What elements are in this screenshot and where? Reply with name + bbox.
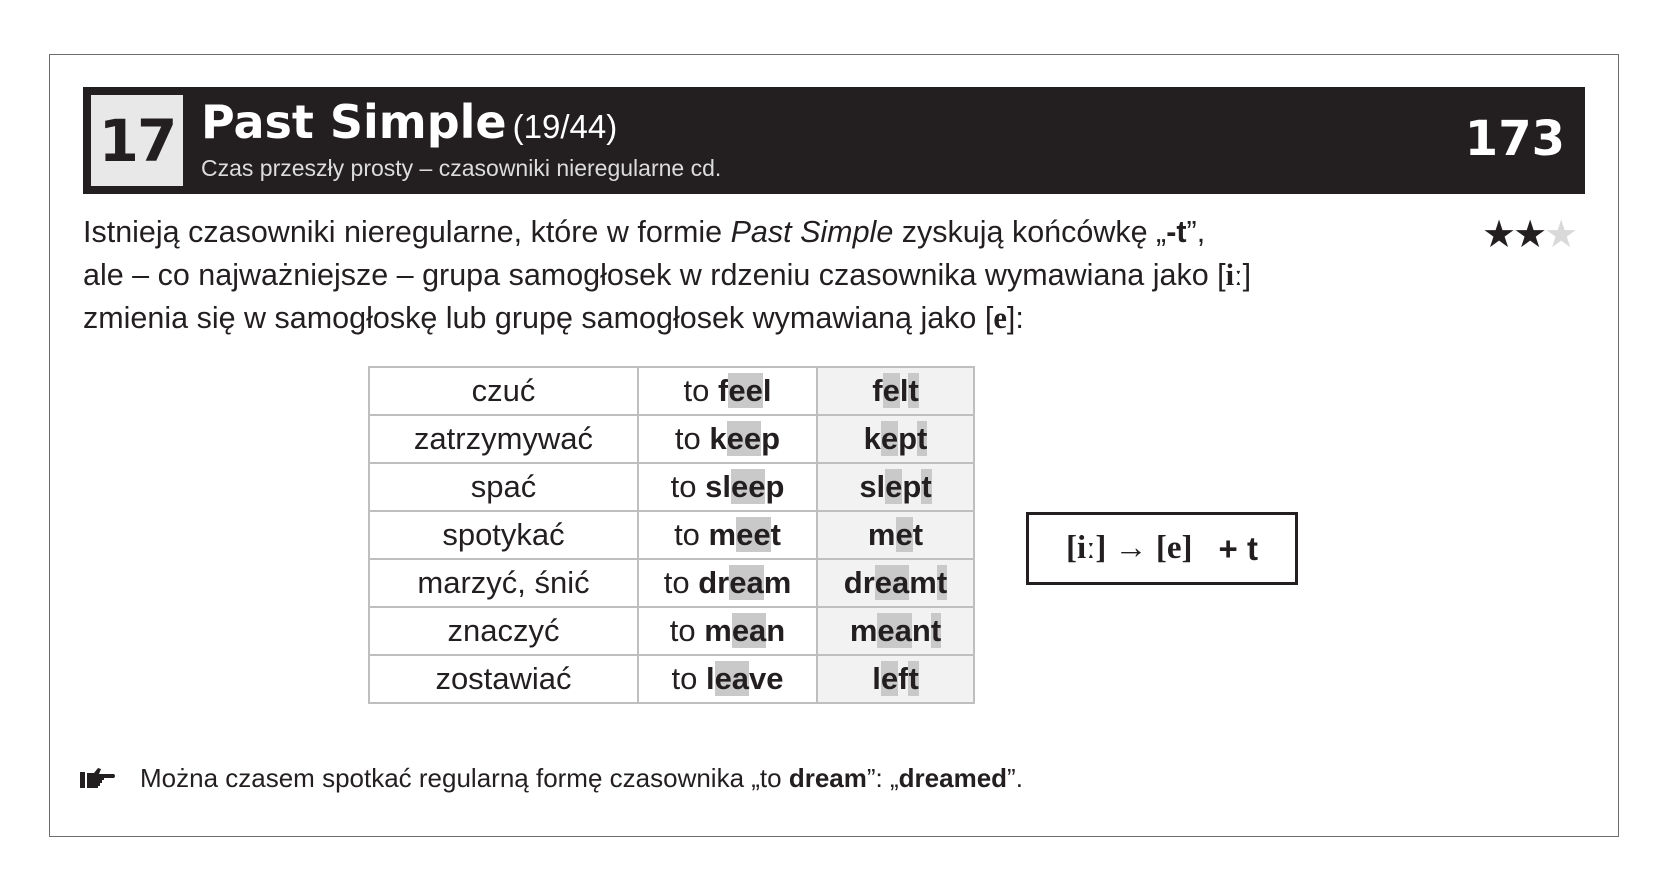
ipa-symbol: iː — [1225, 258, 1243, 292]
vowel-highlight: ea — [714, 661, 750, 696]
star-empty-icon: ★ — [1544, 212, 1576, 256]
polish-meaning-cell: zatrzymywać — [369, 415, 638, 463]
difficulty-rating — [1482, 212, 1576, 256]
vowel-highlight: ee — [730, 469, 766, 504]
past-form-word — [850, 613, 941, 648]
vowel-highlight: e — [880, 661, 899, 696]
word-part: l — [705, 661, 715, 696]
page-number: 173 — [1464, 111, 1565, 167]
suffix-highlight: t — [921, 469, 932, 504]
polish-meaning-cell: zostawiać — [369, 655, 638, 703]
rule-box — [1026, 512, 1298, 585]
note — [80, 763, 1023, 794]
infinitive-cell — [638, 511, 817, 559]
word-part: p — [765, 469, 785, 504]
word-part: k — [863, 421, 881, 456]
past-form-cell — [817, 511, 974, 559]
rule-ipa-from: [iː] — [1066, 530, 1107, 566]
word-part: l — [899, 373, 909, 408]
note-bold: dreamed — [898, 763, 1008, 793]
to-particle: to — [669, 613, 705, 648]
rule-ipa-to: [e] — [1155, 530, 1193, 566]
word-part: f — [718, 373, 729, 408]
note-text-part: Można czasem spotkać regularną formę czasownika „to — [140, 763, 789, 793]
past-form-word — [868, 517, 923, 552]
polish-meaning-cell: spotykać — [369, 511, 638, 559]
polish-meaning-cell: znaczyć — [369, 607, 638, 655]
infinitive-word — [671, 469, 785, 504]
word-part: sl — [705, 469, 731, 504]
vowel-highlight: ea — [877, 613, 912, 648]
note-bold: dream — [788, 763, 867, 793]
intro-text: ]: — [1006, 301, 1024, 335]
intro-text: zyskują końcówkę „ — [893, 215, 1167, 249]
past-form-cell — [817, 655, 974, 703]
vowel-highlight: ee — [728, 373, 763, 408]
unit-subtitle: Czas przeszły prosty – czasowniki nieregularne cd. — [201, 155, 722, 181]
ipa-symbol: e — [993, 301, 1007, 335]
word-part: f — [898, 661, 909, 696]
vowel-highlight: ea — [731, 613, 767, 648]
infinitive-cell — [638, 655, 817, 703]
vowel-highlight: e — [895, 517, 913, 552]
unit-title: Past Simple — [201, 95, 507, 149]
past-form-word — [844, 565, 947, 600]
intro-text: zmienia się w samogłoskę lub grupę samogłosek wymawianą jako [ — [83, 301, 994, 335]
past-form-cell — [817, 367, 974, 415]
intro-text: Istnieją czasowniki nieregularne, które w formie — [83, 215, 731, 249]
word-part: m — [867, 517, 896, 552]
word-part: k — [709, 421, 727, 456]
infinitive-cell — [638, 463, 817, 511]
infinitive-cell — [638, 607, 817, 655]
intro-line-3 — [83, 297, 1403, 340]
vowel-highlight: ea — [874, 565, 910, 600]
suffix-highlight: t — [908, 373, 919, 408]
vowel-highlight: ee — [736, 517, 771, 552]
rule-arrow: → — [1114, 530, 1148, 566]
polish-meaning-cell: spać — [369, 463, 638, 511]
word-part: p — [902, 469, 922, 504]
past-form-word — [872, 661, 919, 696]
infinitive-cell — [638, 415, 817, 463]
table-row — [369, 463, 974, 511]
unit-header — [83, 87, 1585, 194]
word-part: m — [763, 565, 792, 600]
infinitive-cell — [638, 559, 817, 607]
rule-suffix: + t — [1218, 529, 1258, 567]
word-part: p — [761, 421, 781, 456]
infinitive-word — [670, 613, 785, 648]
suffix-highlight: t — [930, 613, 942, 648]
word-part: m — [708, 517, 737, 552]
star-filled-icon: ★ — [1513, 212, 1545, 256]
intro-paragraph — [83, 211, 1403, 340]
vowel-highlight: e — [882, 373, 900, 408]
unit-number: 17 — [91, 95, 183, 186]
vowel-highlight: e — [880, 421, 899, 456]
table-row — [369, 559, 974, 607]
word-part: ve — [749, 661, 784, 696]
star-filled-icon: ★ — [1482, 212, 1514, 256]
verb-table — [368, 366, 975, 704]
to-particle: to — [671, 661, 706, 696]
word-part: m — [909, 565, 937, 600]
vowel-highlight: ea — [729, 565, 764, 600]
intro-text: ale – co najważniejsze – grupa samogłosek w rdzeniu czasownika wymawiana jako [ — [83, 258, 1226, 292]
pointing-hand-icon — [80, 766, 116, 792]
unit-title-count: (19/44) — [512, 108, 618, 145]
word-part: l — [872, 661, 881, 696]
to-particle: to — [674, 517, 709, 552]
table-row — [369, 655, 974, 703]
table-row — [369, 511, 974, 559]
infinitive-word — [684, 373, 772, 408]
word-part: f — [872, 373, 883, 408]
past-form-cell — [817, 463, 974, 511]
vowel-highlight: e — [885, 469, 903, 504]
intro-text: ] — [1242, 258, 1252, 292]
table-row — [369, 607, 974, 655]
infinitive-cell — [638, 367, 817, 415]
past-form-word — [864, 421, 928, 456]
polish-meaning-cell: marzyć, śnić — [369, 559, 638, 607]
suffix-highlight: t — [908, 661, 919, 696]
word-part: t — [912, 517, 924, 552]
title-line — [201, 95, 617, 149]
past-form-word — [872, 373, 919, 408]
word-part: t — [770, 517, 781, 552]
note-text — [140, 763, 1023, 794]
suffix-highlight: t — [917, 421, 928, 456]
to-particle: to — [683, 373, 719, 408]
to-particle: to — [670, 469, 706, 504]
word-part: m — [704, 613, 732, 648]
to-particle: to — [674, 421, 710, 456]
infinitive-word — [664, 565, 792, 600]
intro-line-1 — [83, 211, 1403, 254]
word-part: dr — [843, 565, 875, 600]
past-form-cell — [817, 607, 974, 655]
table-row — [369, 367, 974, 415]
intro-bold: -t — [1166, 215, 1187, 249]
suffix-highlight: t — [936, 565, 948, 600]
table-row — [369, 415, 974, 463]
vowel-highlight: ee — [726, 421, 762, 456]
intro-text: ”, — [1186, 215, 1206, 249]
word-part: l — [762, 373, 772, 408]
note-text-part: ”. — [1007, 763, 1023, 793]
intro-line-2 — [83, 254, 1403, 297]
word-part: n — [766, 613, 786, 648]
infinitive-word — [674, 517, 781, 552]
to-particle: to — [663, 565, 699, 600]
intro-italic: Past Simple — [730, 215, 894, 249]
word-part: sl — [859, 469, 886, 504]
word-part: n — [911, 613, 931, 648]
word-part: dr — [698, 565, 730, 600]
word-part: p — [898, 421, 918, 456]
infinitive-word — [671, 661, 783, 696]
polish-meaning-cell: czuć — [369, 367, 638, 415]
past-form-word — [859, 469, 931, 504]
note-text-part: ”: „ — [866, 763, 899, 793]
word-part: m — [849, 613, 878, 648]
past-form-cell — [817, 559, 974, 607]
infinitive-word — [675, 421, 780, 456]
past-form-cell — [817, 415, 974, 463]
